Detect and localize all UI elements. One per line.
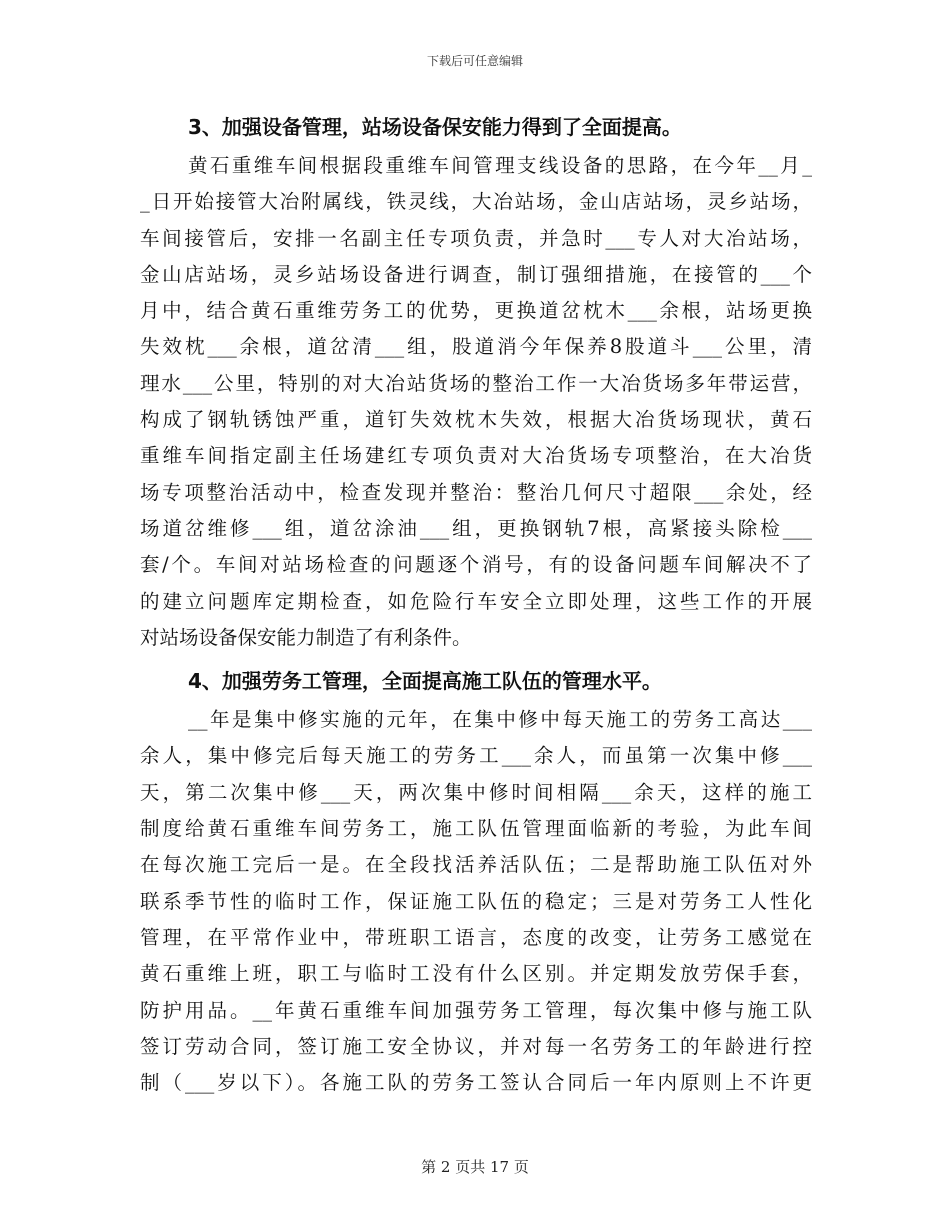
text-line: 重维车间指定副主任场建红专项负责对大冶货场专项整治，在大冶货 — [140, 444, 812, 468]
document-body — [140, 106, 812, 1105]
paragraph-equipment-management — [140, 148, 812, 656]
text-line: 天，第二次集中修___天，两次集中修时间相隔___余天，这样的施工 — [140, 780, 812, 804]
section-heading-4: 4、加强劳务工管理，全面提高施工队伍的管理水平。 — [188, 669, 662, 694]
text-line: 构成了钢轨锈蚀严重，道钉失效枕木失效，根据大冶货场现状，黄石 — [140, 408, 812, 432]
page-header: 下载后可任意编辑 — [426, 54, 523, 68]
text-line: 理水___公里，特别的对大冶站货场的整治工作一大冶货场多年带运营， — [140, 371, 812, 395]
text-line: __年是集中修实施的元年，在集中修中每天施工的劳务工高达___ — [188, 708, 812, 732]
text-line: 月中，结合黄石重维劳务工的优势，更换道岔枕木___余根，站场更换 — [140, 299, 812, 323]
text-line: 场专项整治活动中，检查发现并整治：整治几何尺寸超限___余处，经 — [140, 480, 812, 504]
text-line: 对站场设备保安能力制造了有利条件。 — [140, 625, 472, 649]
text-line: 场道岔维修___组，道岔涂油___组，更换钢轨7根，高紧接头除检___ — [140, 516, 812, 540]
text-line: 黄石重维车间根据段重维车间管理支线设备的思路，在今年__月_ — [188, 154, 812, 177]
section-heading-3: 3、加强设备管理，站场设备保安能力得到了全面提高。 — [188, 115, 682, 139]
text-line: 黄石重维上班，职工与临时工没有什么区别。并定期发放劳保手套， — [140, 962, 812, 986]
text-line: 的建立问题库定期检查，如危险行车安全立即处理，这些工作的开展 — [140, 589, 812, 613]
text-line: 在每次施工完后一是。在全段找活养活队伍；二是帮助施工队伍对外 — [140, 853, 812, 877]
text-line: 制度给黄石重维车间劳务工，施工队伍管理面临新的考验，为此车间 — [140, 817, 812, 841]
text-line: 制（___岁以下）。各施工队的劳务工签认合同后一年内原则上不许更 — [140, 1071, 812, 1095]
text-line: 管理，在平常作业中，带班职工语言，态度的改变，让劳务工感觉在 — [140, 925, 812, 949]
page-number: 第 2 页共 17 页 — [421, 1158, 529, 1176]
paragraph-labor-management — [140, 702, 812, 1101]
text-line: 签订劳动合同，签订施工安全协议，并对每一名劳务工的年龄进行控 — [140, 1034, 812, 1058]
text-line: 套/个。车间对站场检查的问题逐个消号，有的设备问题车间解决不了 — [140, 553, 812, 577]
text-line: 余人，集中修完后每天施工的劳务工___余人，而虽第一次集中修___ — [140, 744, 812, 768]
text-line: 防护用品。__年黄石重维车间加强劳务工管理，每次集中修与施工队 — [140, 998, 812, 1022]
text-line: 车间接管后，安排一名副主任专项负责，并急时___专人对大冶站场， — [140, 226, 812, 250]
text-line: 失效枕___余根，道岔清___组，股道消今年保养8股道斗___公里，清 — [140, 335, 812, 359]
text-line: 联系季节性的临时工作，保证施工队伍的稳定；三是对劳务工人性化 — [140, 889, 812, 913]
text-line: 金山店站场，灵乡站场设备进行调查，制订强细措施，在接管的___个 — [140, 262, 812, 286]
text-line: _日开始接管大冶附属线，铁灵线，大冶站场，金山店站场，灵乡站场， — [140, 190, 812, 214]
